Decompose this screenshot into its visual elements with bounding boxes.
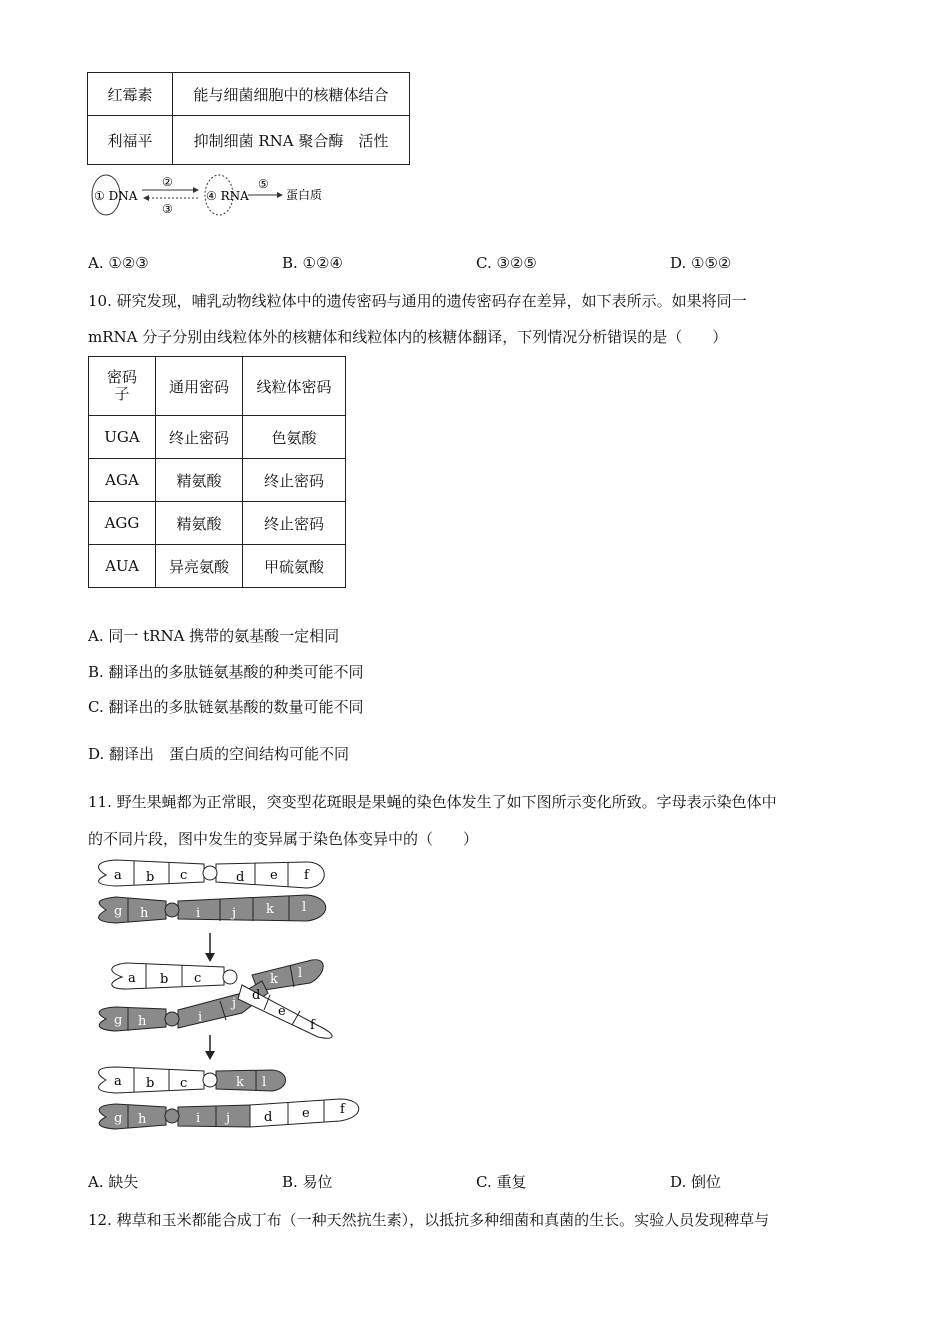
- cross-segment-c: c: [194, 971, 202, 986]
- table-row: [88, 116, 410, 165]
- cross-segment-d: d: [252, 988, 261, 1003]
- table-cell: 异亮氨酸: [156, 545, 243, 588]
- cross-segment-l: l: [298, 966, 303, 981]
- q9-option-d[interactable]: D. ①⑤②: [670, 254, 732, 272]
- q10-option-d[interactable]: D. 翻译出 蛋白质的空间结构可能不同: [88, 745, 350, 763]
- q11-stem-line1: 11. 野生果蝇都为正常眼，突变型花斑眼是果蝇的染色体发生了如下图所示变化所致。字母表示染色体中: [88, 793, 777, 811]
- arrow-head: [205, 1051, 215, 1060]
- cross-segment-k: k: [270, 972, 278, 987]
- cross-segment-f: f: [310, 1018, 315, 1033]
- segment-i: i: [196, 906, 201, 921]
- table-row: [89, 459, 346, 502]
- segment-a: a: [114, 868, 122, 883]
- segment-k: k: [266, 902, 274, 917]
- table-cell: 抑制细菌 RNA 聚合酶 活性: [173, 116, 410, 165]
- chromosomes-crossing: [99, 960, 332, 1039]
- table-header-row: [89, 357, 346, 416]
- q12-stem-line1: 12. 稗草和玉米都能合成丁布（一种天然抗生素），以抵抗多种细菌和真菌的生长。实验人员发现稗草与: [88, 1211, 770, 1229]
- q11-option-a[interactable]: A. 缺失: [88, 1173, 139, 1191]
- chromosome-gray-result: [99, 1099, 359, 1129]
- table-row: [89, 416, 346, 459]
- table-cell: 甲硫氨酸: [243, 545, 346, 588]
- protein-label: 蛋白质: [286, 188, 323, 202]
- table-cell: 红霉素: [88, 73, 173, 116]
- segment-d: d: [236, 870, 245, 885]
- q10-stem-line1: 10. 研究发现，哺乳动物线粒体中的遗传密码与通用的遗传密码存在差异，如下表所示。如果将同一: [88, 292, 747, 310]
- step3-label: ③: [162, 202, 173, 216]
- segment-h: h: [140, 906, 149, 921]
- cross-segment-i: i: [198, 1010, 203, 1025]
- table-cell: AGG: [89, 502, 156, 545]
- table-row: [88, 73, 410, 116]
- segment-f: f: [304, 868, 309, 883]
- cross-segment-h: h: [138, 1014, 147, 1029]
- segment-j: j: [232, 906, 237, 921]
- segment-g: g: [114, 904, 123, 919]
- q11-option-b[interactable]: B. 易位: [282, 1173, 333, 1191]
- table-cell: AUA: [89, 545, 156, 588]
- q11-option-c[interactable]: C. 重复: [476, 1173, 527, 1191]
- q10-option-a[interactable]: A. 同一 tRNA 携带的氨基酸一定相同: [88, 627, 340, 645]
- result-segment-f: f: [340, 1102, 345, 1117]
- result-segment-h: h: [138, 1112, 147, 1127]
- codon-table: [88, 356, 346, 588]
- cross-segment-a: a: [128, 971, 136, 986]
- q9-option-a[interactable]: A. ①②③: [88, 254, 149, 272]
- header-codon-line2: 子: [114, 385, 130, 403]
- result-segment-e: e: [302, 1106, 310, 1121]
- chromosome-white-result: [99, 1067, 286, 1093]
- header-codon-line1: 密码: [106, 368, 137, 386]
- result-segment-b: b: [146, 1076, 155, 1091]
- table-cell: 利福平: [88, 116, 173, 165]
- table-cell: 能与细菌细胞中的核糖体结合: [173, 73, 410, 116]
- arrow-head: [205, 953, 215, 962]
- table-row: [89, 545, 346, 588]
- result-segment-i: i: [196, 1111, 201, 1126]
- table-cell: 终止密码: [243, 459, 346, 502]
- q11-stem-line2: 的不同片段，图中发生的变异属于染色体变异中的（ ）: [88, 830, 479, 848]
- q10-option-c[interactable]: C. 翻译出的多肽链氨基酸的数量可能不同: [88, 698, 364, 716]
- result-segment-g: g: [114, 1111, 123, 1126]
- cross-segment-j: j: [232, 996, 237, 1011]
- q9-option-b[interactable]: B. ①②④: [282, 254, 343, 272]
- segment-l: l: [302, 900, 307, 915]
- result-segment-d: d: [264, 1110, 273, 1125]
- table-cell: 色氨酸: [243, 416, 346, 459]
- header-universal: 通用密码: [156, 357, 243, 416]
- step2-label: ②: [162, 175, 173, 189]
- table-cell: UGA: [89, 416, 156, 459]
- result-segment-l: l: [262, 1075, 267, 1090]
- segment-e: e: [270, 868, 278, 883]
- segment-c: c: [180, 868, 188, 883]
- antibiotic-table: [87, 72, 410, 165]
- table-row: [89, 502, 346, 545]
- central-dogma-diagram: [88, 168, 338, 220]
- header-mito: 线粒体密码: [243, 357, 346, 416]
- rna-label: ④ RNA: [206, 189, 249, 203]
- table-cell: 精氨酸: [156, 459, 243, 502]
- result-segment-a: a: [114, 1074, 122, 1089]
- step5-label: ⑤: [258, 177, 269, 191]
- q10-option-b[interactable]: B. 翻译出的多肽链氨基酸的种类可能不同: [88, 663, 364, 681]
- table-cell: 精氨酸: [156, 502, 243, 545]
- cross-segment-b: b: [160, 972, 169, 987]
- table-cell: AGA: [89, 459, 156, 502]
- segment-b: b: [146, 870, 155, 885]
- result-segment-j: j: [226, 1111, 231, 1126]
- q11-option-d[interactable]: D. 倒位: [670, 1173, 722, 1191]
- header-codon: [89, 357, 156, 416]
- cross-segment-g: g: [114, 1013, 123, 1028]
- dna-label: ① DNA: [94, 189, 138, 203]
- q10-stem-line2: mRNA 分子分别由线粒体外的核糖体和线粒体内的核糖体翻译，下列情况分析错误的是（ ）: [88, 328, 728, 346]
- table-cell: 终止密码: [243, 502, 346, 545]
- result-segment-c: c: [180, 1076, 188, 1091]
- chromosome-gray-original: [99, 895, 326, 923]
- result-segment-k: k: [236, 1075, 244, 1090]
- chromosome-translocation-diagram: [92, 855, 372, 1135]
- q9-option-c[interactable]: C. ③②⑤: [476, 254, 537, 272]
- chromosome-white-original: [99, 860, 325, 888]
- table-cell: 终止密码: [156, 416, 243, 459]
- cross-segment-e: e: [278, 1004, 286, 1019]
